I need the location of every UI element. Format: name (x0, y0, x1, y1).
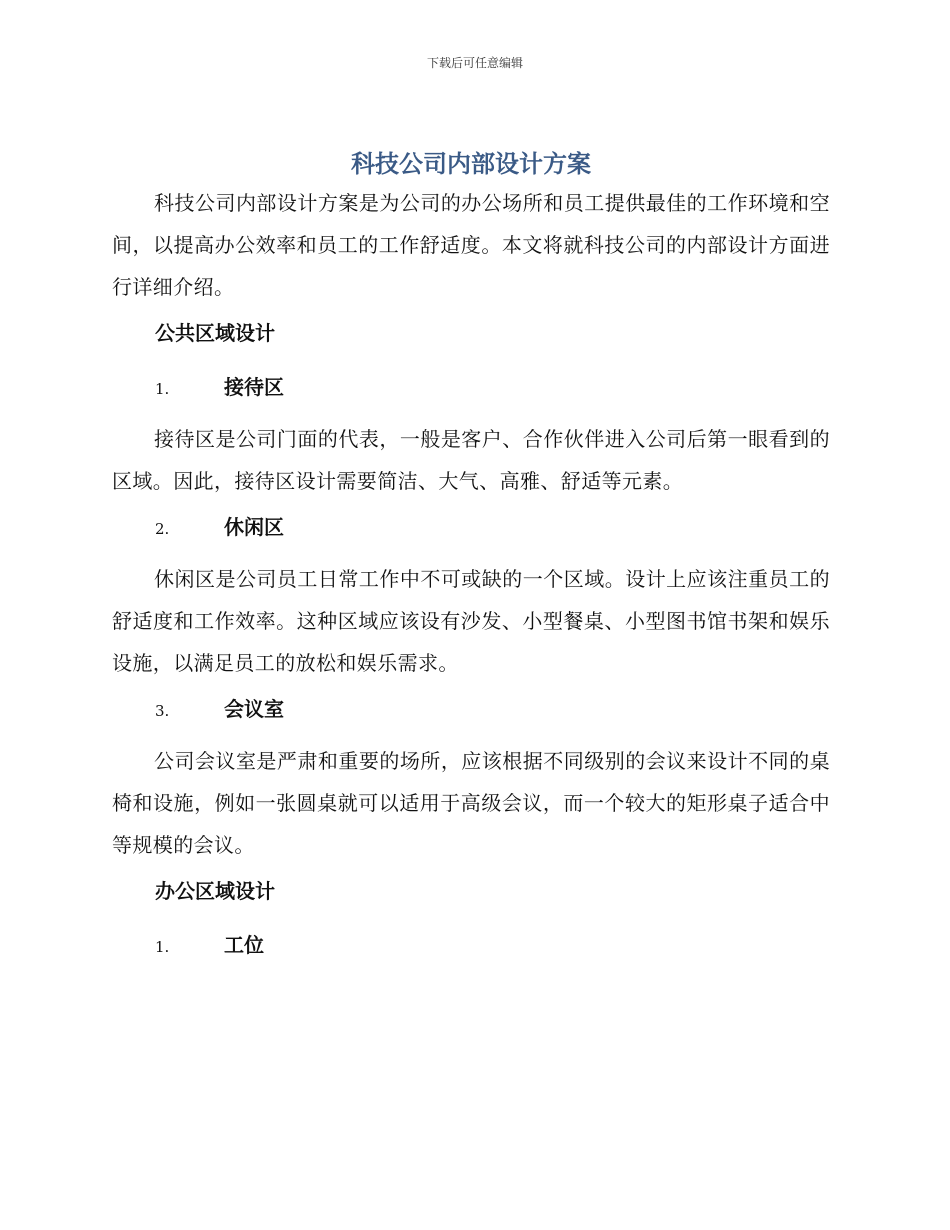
subsection-title: 会议室 (224, 697, 284, 721)
section-heading-public-area: 公共区域设计 (155, 321, 275, 345)
subsection-title: 休闲区 (224, 515, 284, 539)
reception-paragraph: 接待区是公司门面的代表，一般是客户、合作伙伴进入公司后第一眼看到的区域。因此，接待区设计需要简洁、大气、高雅、舒适等元素。 (112, 427, 830, 493)
subsection-title: 接待区 (224, 375, 284, 399)
page-header-note: 下载后可任意编辑 (426, 56, 523, 70)
subsection-number: 1. (155, 938, 170, 956)
document-body (112, 146, 830, 960)
subsection-number: 1. (155, 380, 170, 398)
intro-paragraph: 科技公司内部设计方案是为公司的办公场所和员工提供最佳的工作环境和空间，以提高办公效率和员工的工作舒适度。本文将就科技公司的内部设计方面进行详细介绍。 (112, 191, 830, 299)
meeting-room-paragraph: 公司会议室是严肃和重要的场所，应该根据不同级别的会议来设计不同的桌椅和设施，例如一张圆桌就可以适用于高级会议，而一个较大的矩形桌子适合中等规模的会议。 (112, 749, 830, 857)
lounge-paragraph: 休闲区是公司员工日常工作中不可或缺的一个区域。设计上应该注重员工的舒适度和工作效率。这种区域应该设有沙发、小型餐桌、小型图书馆书架和娱乐设施，以满足员工的放松和娱乐需求。 (112, 567, 830, 675)
document-title: 科技公司内部设计方案 (351, 150, 591, 178)
subsection-title: 工位 (224, 933, 264, 957)
subsection-heading-reception (112, 372, 830, 402)
subsection-number: 3. (155, 702, 170, 720)
subsection-heading-lounge (112, 512, 830, 542)
subsection-heading-meeting-room (112, 694, 830, 724)
subsection-number: 2. (155, 520, 170, 538)
section-heading-office-area: 办公区域设计 (155, 879, 275, 903)
subsection-heading-workstation (112, 930, 830, 960)
